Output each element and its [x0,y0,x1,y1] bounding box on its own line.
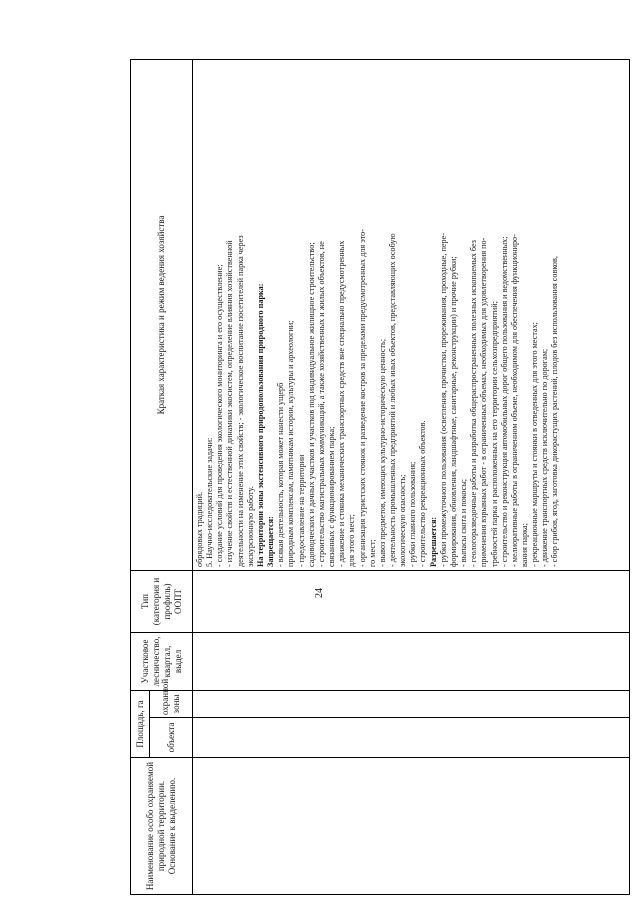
description-line: деятельности на изменение этих свойств; - экологическое воспитание посетителей парка через [235,235,245,567]
description-line: садоводческих и дачных участков и участков под индивидуальное жилищное строительство; [306,242,316,567]
description-line: - выпасы скота и покосы; [459,478,469,567]
description-line: - движение и стоянка механических транспортных средств вне специально предусмотренных [337,240,347,567]
page-number: 24 [314,588,325,598]
description-line: 5. Научно-исследовательские задачи: [205,437,215,567]
protected-area-table [130,59,630,895]
header-type: Тип (категория и профиль) ООПТ [131,570,193,632]
description-line: На территории зоны экстенсивного природопользования природного парка: [255,283,265,567]
rotated-table-sheet [130,60,630,895]
description-line: Запрещается: [266,516,276,567]
cell-location [193,632,630,690]
description-line: - движение транспортных средств исключительно по дорогам; [540,348,550,567]
description-line: природным комплексам, памятникам истории, культуры и археологии; [286,320,296,567]
description-line: - строительство и реконструкция автомобильных дорог общего пользования и ведомственных; [499,236,509,567]
cell-type [193,570,630,632]
description-line: - предоставление на территории [296,454,306,567]
description-line: - рубки главного пользования; [408,461,418,567]
header-area-object: объекта [150,718,193,758]
header-area-zone: охранной зоны [150,690,193,717]
description-line: - строительство рекреационных объектов. [418,420,428,567]
description-line: - рекреационные маршруты и стоянки в отведенных для этого местах; [530,322,540,567]
description-line: - изучение свойств и естественной динамики экосистем, определение влияния хозяйственной [225,240,235,567]
description-line: - мелиоративные работы в ограниченном объеме, необходимом для обеспечения функциониро- [509,234,519,567]
description-line: требностей парка и расположенных на его территории сельхозпредприятий; [489,301,499,567]
description-line: - организация туристских стоянок и разведение костров за пределами предусмотренных для это- [357,228,367,567]
header-area: Площадь, га [131,690,150,757]
description-text [193,60,563,570]
description-line: - геологоразведочные работы и разработка общераспространенных полезных ископаемых без [469,240,479,567]
description-line: экскурсионную работу. [245,486,255,567]
description-line: - деятельность промышленных предприятий и любых иных объектов, представляющих особую [387,233,397,567]
cell-area-object [193,718,630,758]
description-line: - рубки промежуточного пользования (осветления, прочистки, прореживания, проходные, пере- [438,233,448,567]
description-line: Разрешается: [428,516,438,567]
description-line: связанных с функционированием парка; [327,426,337,567]
description-line: - вывоз предметов, имеющих культурно-историческую ценность; [377,338,387,567]
description-line: - сбор грибов, ягод, заготовка дикорастущих растений, плодов без использования совков, [550,256,560,567]
cell-description [193,59,630,570]
description-line: формирования, обновления, ландшафтные, санитарные, реконструкции) и прочие рубки; [448,256,458,567]
header-description: Краткая характеристика и режим ведения хозяйства [131,59,193,570]
description-line: обрядовых традиций. [195,491,204,567]
cell-area-zone [193,690,630,717]
description-line: вания парка; [520,523,529,567]
description-line: - строительство магистральных коммуникаций, а также хозяйственных и жилых объектов, не [316,241,326,567]
header-location: Участковое лесничество, квартал, выдел [131,632,193,690]
description-line: экологическую опасность; [398,474,408,567]
cell-name [193,758,630,895]
description-line: для этого мест; [347,514,357,567]
description-line: применения взрывных работ - в ограниченных объемах, необходимых для удовлетворения по- [479,237,489,567]
description-line: - всякая деятельность, которая может нанести ущерб [276,382,286,567]
header-name: Наименование особо охраняемой природной территории. Основание к выделению. [131,758,193,895]
description-line: го мест; [367,539,377,567]
description-line: - создание условий для проведения экологического мониторинга и его осуществление; [215,264,225,567]
